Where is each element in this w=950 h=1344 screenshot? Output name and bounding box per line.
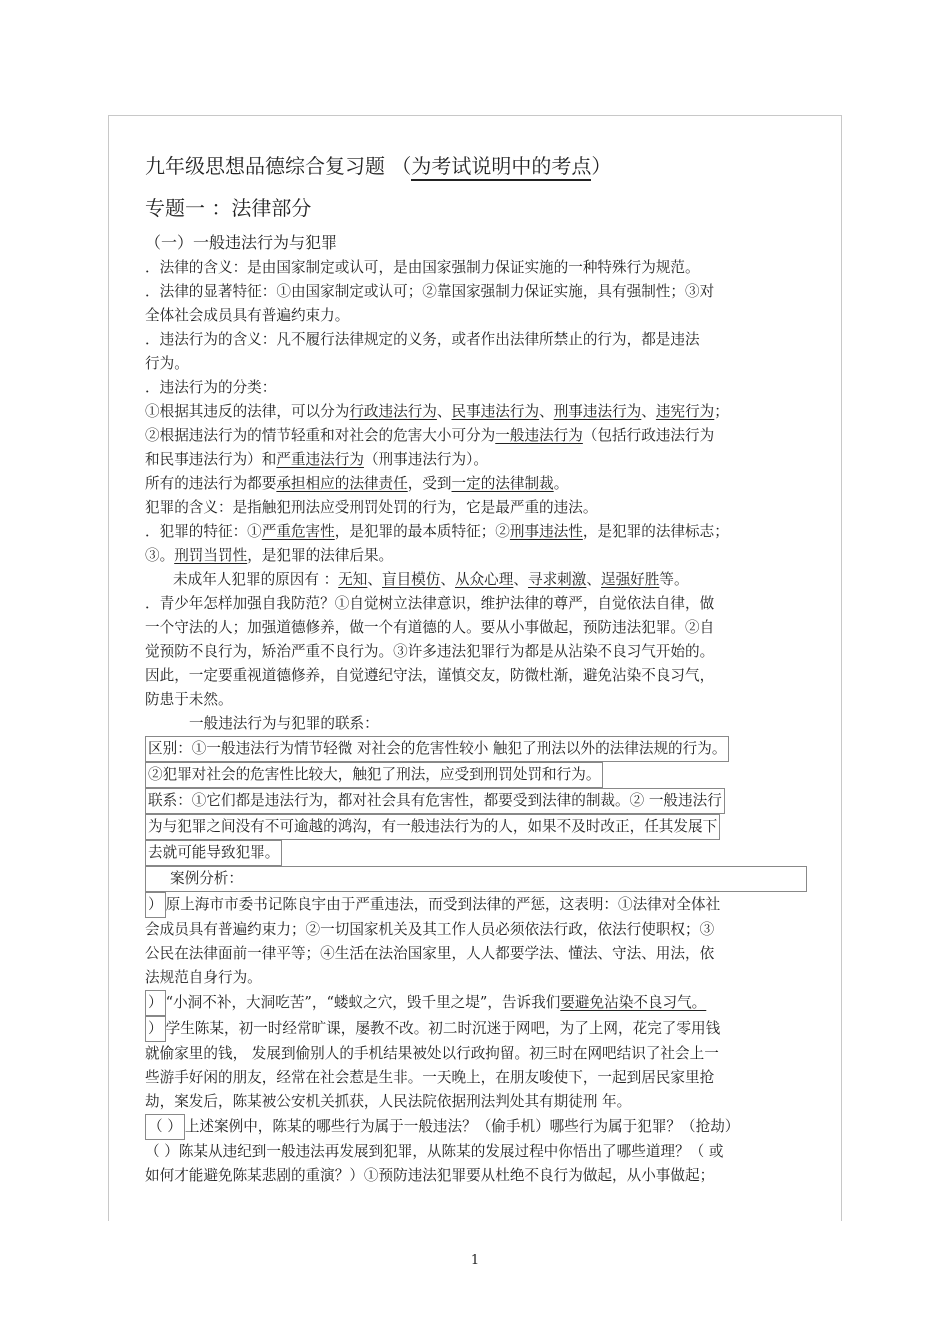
title-underlined: 为考试说明中的考点: [411, 154, 591, 181]
paragraph: ） “小洞不补，大洞吃苦”，“蝼蚁之穴，毁千里之堤”，告诉我们要避免沾染不良习气。: [145, 990, 815, 1016]
paragraph: 就偷家里的钱， 发展到偷别人的手机结果被处以行政拘留。初三时在网吧结识了社会上一: [145, 1045, 719, 1062]
boxed-line: 区别：①一般违法行为情节轻微 对社会的危害性较小 触犯了刑法以外的法律法规的行为。: [145, 736, 815, 762]
paragraph: 因此，一定要重视道德修养，自觉遵纪守法，谨慎交友，防微杜渐，避免沾染不良习气，: [145, 667, 715, 684]
paragraph: 和民事违法行为）和严重违法行为（刑事违法行为）。: [145, 451, 488, 468]
paragraph: （ ） 上述案例中，陈某的哪些行为属于一般违法？（偷手机）哪些行为属于犯罪？（抢劫）: [145, 1114, 815, 1140]
answer-bracket[interactable]: （ ）: [145, 1114, 185, 1140]
paragraph: ．法律的含义：是由国家制定或认可，是由国家强制力保证实施的一种特殊行为规范。: [145, 259, 700, 276]
paragraph: ①根据其违反的法律，可以分为行政违法行为、民事违法行为、刑事违法行为、违宪行为；: [145, 403, 729, 420]
paragraph: ．违法行为的含义：凡不履行法律规定的义务，或者作出法律所禁止的行为，都是违法: [145, 331, 700, 348]
paragraph: 犯罪的含义：是指触犯刑法应受刑罚处罚的行为，它是最严重的违法。: [145, 499, 598, 516]
case-heading: 案例分析：: [145, 866, 815, 892]
page-number: 1: [470, 1253, 480, 1268]
paragraph: ．青少年怎样加强自我防范？①自觉树立法律意识，维护法律的尊严，自觉依法自律，做: [145, 595, 715, 612]
answer-bracket[interactable]: ）: [145, 1016, 166, 1042]
paragraph: 全体社会成员具有普遍约束力。: [145, 307, 350, 324]
paragraph: 法规范自身行为。: [145, 969, 262, 986]
paragraph: 些游手好闲的朋友，经常在社会惹是生非。一天晚上，在朋友唆使下，一起到居民家里抢: [145, 1069, 715, 1086]
paragraph: 公民在法律面前一律平等；④生活在法治国家里，人人都要学法、懂法、守法、用法，依: [145, 945, 715, 962]
paragraph: ） 学生陈某，初一时经常旷课，屡教不改。初二时沉迷于网吧，为了上网，花完了零用钱: [145, 1016, 815, 1042]
section-heading: （一）一般违法行为与犯罪: [145, 233, 338, 252]
document-title: 九年级思想品德综合复习题 （为考试说明中的考点）: [145, 152, 815, 180]
boxed-line: ②犯罪对社会的危害性比较大，触犯了刑法，应受到刑罚处罚和行为。: [145, 762, 815, 788]
paragraph: ②根据违法行为的情节轻重和对社会的危害大小可分为一般违法行为（包括行政违法行为: [145, 427, 715, 444]
paragraph: 防患于未然。: [145, 691, 233, 708]
paragraph: 一般违法行为与犯罪的联系：: [189, 715, 379, 732]
paragraph: ） 原上海市市委书记陈良宇由于严重违法，而受到法律的严惩，这表明：①法律对全体社: [145, 892, 815, 918]
paragraph: ．犯罪的特征：①严重危害性，是犯罪的最本质特征；②刑事违法性，是犯罪的法律标志；: [145, 523, 729, 540]
boxed-line: 去就可能导致犯罪。: [145, 840, 815, 866]
boxed-line: 为与犯罪之间没有不可逾越的鸿沟，有一般违法行为的人，如果不及时改正，任其发展下: [145, 814, 815, 840]
paragraph: 觉预防不良行为，矫治严重不良行为。③许多违法犯罪行为都是从沾染不良习气开始的。: [145, 643, 715, 660]
paragraph: ③。刑罚当罚性，是犯罪的法律后果。: [145, 547, 394, 564]
paragraph: 劫，案发后，陈某被公安机关抓获，人民法院依据刑法判处其有期徒刑 年。: [145, 1093, 632, 1110]
answer-bracket[interactable]: ）: [145, 892, 166, 918]
paragraph: 会成员具有普遍约束力；②一切国家机关及其工作人员必须依法行政，依法行使职权；③: [145, 921, 715, 938]
paragraph: ．法律的显著特征：①由国家制定或认可；②靠国家强制力保证实施，具有强制性；③对: [145, 283, 715, 300]
boxed-line: 联系：①它们都是违法行为，都对社会具有危害性，都要受到法律的制裁。② 一般违法行: [145, 788, 815, 814]
paragraph: 行为。: [145, 355, 189, 372]
answer-bracket[interactable]: ）: [145, 990, 166, 1016]
paragraph: 一个守法的人；加强道德修养，做一个有道德的人。要从小事做起，预防违法犯罪。②自: [145, 619, 715, 636]
document-body: [145, 140, 815, 1188]
paragraph: 未成年人犯罪的原因有 ：无知、盲目模仿、从众心理、寻求刺激、逞强好胜等。: [173, 571, 689, 588]
paragraph: ．违法行为的分类：: [145, 379, 277, 396]
paragraph: 所有的违法行为都要承担相应的法律责任，受到一定的法律制裁。: [145, 475, 569, 492]
paragraph: 如何才能避免陈某悲剧的重演？）①预防违法犯罪要从杜绝不良行为做起，从小事做起；: [145, 1167, 715, 1184]
topic-heading: 专题一 ：法律部分: [145, 196, 312, 220]
paragraph: （ ）陈某从违纪到一般违法再发展到犯罪，从陈某的发展过程中你悟出了哪些道理？（ 或: [145, 1143, 724, 1160]
